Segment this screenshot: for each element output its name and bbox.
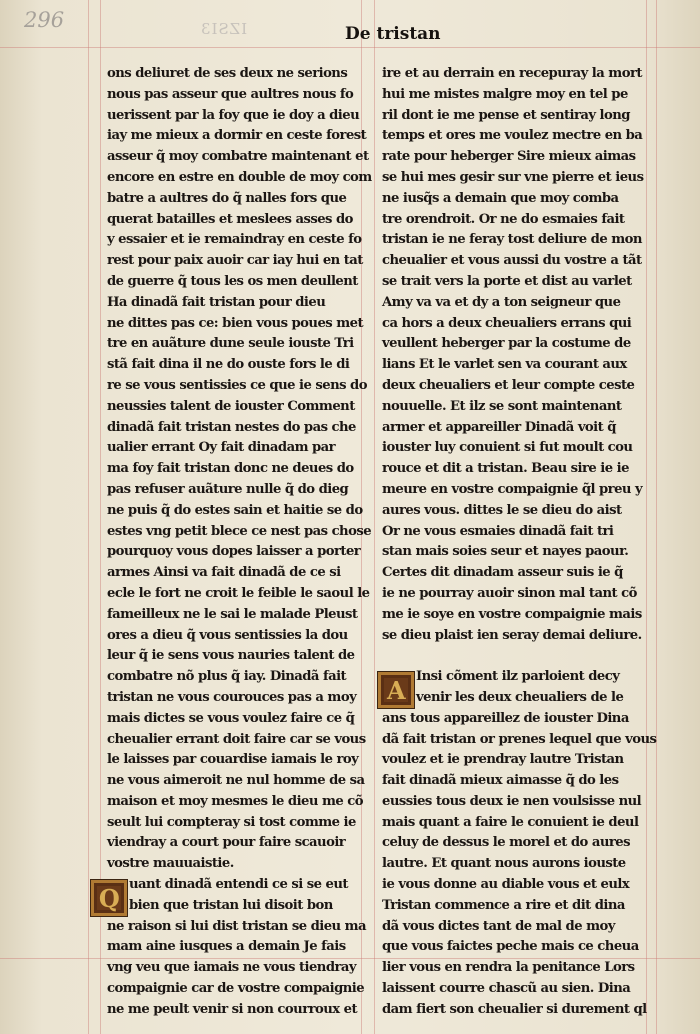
text-line: iouster luy conuient si fut moult cou <box>382 440 633 456</box>
text-line: venir les deux cheualiers de le <box>416 689 624 705</box>
bleed-through-text: IZSI3 <box>200 20 248 38</box>
text-line: ma foy fait tristan donc ne deues do <box>107 461 354 477</box>
text-line: Ha dinadã fait tristan pour dieu <box>107 294 326 310</box>
text-line: estes vng petit blece ce nest pas chose <box>107 523 372 539</box>
column-rule-right-start <box>374 0 375 1034</box>
text-line: mais dictes se vous voulez faire ce q̃ <box>107 710 355 726</box>
text-line: tre orendroit. Or ne do esmaies fait <box>382 211 625 227</box>
running-head: De tristan <box>345 24 441 44</box>
text-line: vng veu que iamais ne vous tiendray <box>107 960 357 976</box>
text-line: dinadã fait tristan nestes do pas che <box>107 419 356 435</box>
text-line: y essaier et ie remaindray en ceste fo <box>107 232 362 248</box>
text-line: celuy de dessus le morel et do aures <box>382 835 630 851</box>
text-line: cheualier errant doit faire car se vous <box>107 731 366 747</box>
text-line: voulez et ie prendray lautre Tristan <box>382 752 624 768</box>
text-line: lier vous en rendra la penitance Lors <box>382 960 635 976</box>
text-line: rouce et dit a tristan. Beau sire ie ie <box>382 461 629 477</box>
text-line: nouuelle. Et ilz se sont maintenant <box>382 398 622 414</box>
text-line: de guerre q̃ tous les os men deullent <box>107 273 358 289</box>
text-line: se trait vers la porte et dist au varlet <box>382 273 632 289</box>
text-line: ire et au derrain en recepuray la mort <box>382 66 642 81</box>
text-line: mais quant a faire le conuient ie deul <box>382 814 639 830</box>
text-line: laissent courre chascũ au sien. Dina <box>382 981 631 997</box>
text-line: se dieu plaist ien seray demai deliure. <box>382 627 642 643</box>
text-line: ne puis q̃ do estes sain et haitie se do <box>107 502 363 518</box>
text-line: ecle le fort ne croit le feible le saoul le <box>107 585 370 601</box>
left-initial-paragraph <box>98 875 367 1021</box>
margin-rule-right-outer <box>656 0 657 1034</box>
text-line: querat batailles et meslees asses do <box>107 211 353 227</box>
left-text-column <box>98 64 372 1021</box>
text-line: ores a dieu q̃ vous sentissies la dou <box>107 627 348 643</box>
text-line: uant dinadã entendi ce si se eut <box>129 877 348 893</box>
right-initial-paragraph <box>382 667 657 1021</box>
folio-number: 296 <box>24 8 65 32</box>
text-line: eussies tous deux ie nen voulsisse nul <box>382 793 642 809</box>
text-line: tre en auãture dune seule iouste Tri <box>107 336 354 352</box>
text-line: dã fait tristan or prenes lequel que vous <box>382 731 657 747</box>
text-line: pourquoy vous dopes laisser a porter <box>107 544 361 560</box>
text-line: que vous faictes peche mais ce cheua <box>382 939 639 955</box>
text-line: maison et moy mesmes le dieu me cõ <box>107 793 363 809</box>
text-line: rest pour paix auoir car iay hui en tat <box>107 253 363 269</box>
text-line: compaignie car de vostre compaignie <box>107 981 365 997</box>
text-line: cheualier et vous aussi du vostre a tãt <box>382 253 642 269</box>
text-line: combatre nõ plus q̃ iay. Dinadã fait <box>107 669 347 685</box>
text-line: tristan ne vous courouces pas a moy <box>107 689 357 705</box>
text-line: tristan ie ne feray tost deliure de mon <box>382 232 642 248</box>
text-line: dam fiert son cheualier si durement ql <box>382 1001 647 1017</box>
text-line: armer et appareiller Dinadã voit q̃ <box>382 419 616 435</box>
text-line: ca hors a deux cheualiers errans qui <box>382 315 632 331</box>
text-line: Amy va va et dy a ton seigneur que <box>382 294 621 310</box>
text-line: mam aine iusques a demain Je fais <box>107 939 346 955</box>
decorated-initial: A <box>377 671 415 709</box>
decorated-initial: Q <box>90 879 128 917</box>
text-line: ie vous donne au diable vous et eulx <box>382 877 630 893</box>
text-line: dã vous dictes tant de mal de moy <box>382 918 615 934</box>
text-line: aures vous. dittes le se dieu do aist <box>382 502 622 518</box>
text-line: bien que tristan lui disoit bon <box>129 897 333 913</box>
text-line: batre a aultres do q̃ nalles fors que <box>107 190 347 206</box>
text-line: meure en vostre compaignie q̃l preu y <box>382 481 643 497</box>
text-line: ne vous aimeroit ne nul homme de sa <box>107 773 365 789</box>
paragraph-gap <box>382 646 634 667</box>
text-line: fait dinadã mieux aimasse q̃ do les <box>382 773 619 789</box>
text-line: ne iusq̃s a demain que moy comba <box>382 190 619 206</box>
text-line: pas refuser auãture nulle q̃ do dieg <box>107 481 349 497</box>
text-line: leur q̃ ie sens vous nauries talent de <box>107 648 355 664</box>
text-line: se hui mes gesir sur vne pierre et ieus <box>382 169 644 185</box>
text-line: viendray a court pour faire scauoir <box>107 835 346 851</box>
text-line: ualier errant Oy fait dinadam par <box>107 440 336 456</box>
text-line: hui me mistes malgre moy en tel pe <box>382 86 628 102</box>
text-line: Or ne vous esmaies dinadã fait tri <box>382 523 614 539</box>
text-line: rate pour heberger Sire mieux aimas <box>382 149 636 165</box>
text-line: Certes dit dinadam asseur suis ie q̃ <box>382 565 623 581</box>
text-line: stã fait dina il ne do ouste fors le di <box>107 357 350 373</box>
text-line: le laisses par couardise iamais le roy <box>107 752 359 768</box>
text-line: re se vous sentissies ce que ie sens do <box>107 377 367 393</box>
text-line: encore en estre en double de moy com <box>107 169 372 185</box>
text-line: lautre. Et quant nous aurons iouste <box>382 856 626 872</box>
text-line: uerissent par la foy que ie doy a dieu <box>107 107 360 123</box>
right-text-column <box>382 64 657 1021</box>
text-line: fameilleux ne le sai le malade Pleust <box>107 606 358 622</box>
text-line: Tristan commence a rire et dit dina <box>382 897 625 913</box>
text-line: nous pas asseur que aultres nous fo <box>107 86 354 102</box>
text-line: ons deliuret de ses deux ne serions <box>107 66 348 81</box>
text-line: vostre mauuaistie. <box>107 856 234 872</box>
text-line: ne dittes pas ce: bien vous poues met <box>107 315 364 331</box>
text-line: asseur q̃ moy combatre maintenant et <box>107 149 369 165</box>
margin-rule-right-inner <box>646 0 647 1034</box>
text-line: ans tous appareillez de iouster Dina <box>382 710 629 726</box>
text-line: temps et ores me voulez mectre en ba <box>382 128 643 144</box>
text-line: ie ne pourray auoir sinon mal tant cõ <box>382 585 637 601</box>
text-line: deux cheualiers et leur compte ceste <box>382 377 635 393</box>
text-line: lians Et le varlet sen va courant aux <box>382 357 627 373</box>
text-line: ril dont ie me pense et sentiray long <box>382 107 630 123</box>
text-line: stan mais soies seur et nayes paour. <box>382 544 629 560</box>
text-line: seult lui compteray si tost comme ie <box>107 814 356 830</box>
text-line: me ie soye en vostre compaignie mais <box>382 606 642 622</box>
text-line: ne me peult venir si non courroux et <box>107 1001 358 1017</box>
text-line: armes Ainsi va fait dinadã de ce si <box>107 565 341 581</box>
text-line: veullent heberger par la costume de <box>382 336 631 352</box>
text-line: neussies talent de iouster Comment <box>107 398 355 414</box>
text-line: ne raison si lui dist tristan se dieu ma <box>107 918 367 934</box>
text-line: iay me mieux a dormir en ceste forest <box>107 128 367 144</box>
margin-rule-left-outer <box>88 0 89 1034</box>
text-line: Insi cõment ilz parloient decy <box>416 669 620 685</box>
top-rule <box>0 47 700 48</box>
